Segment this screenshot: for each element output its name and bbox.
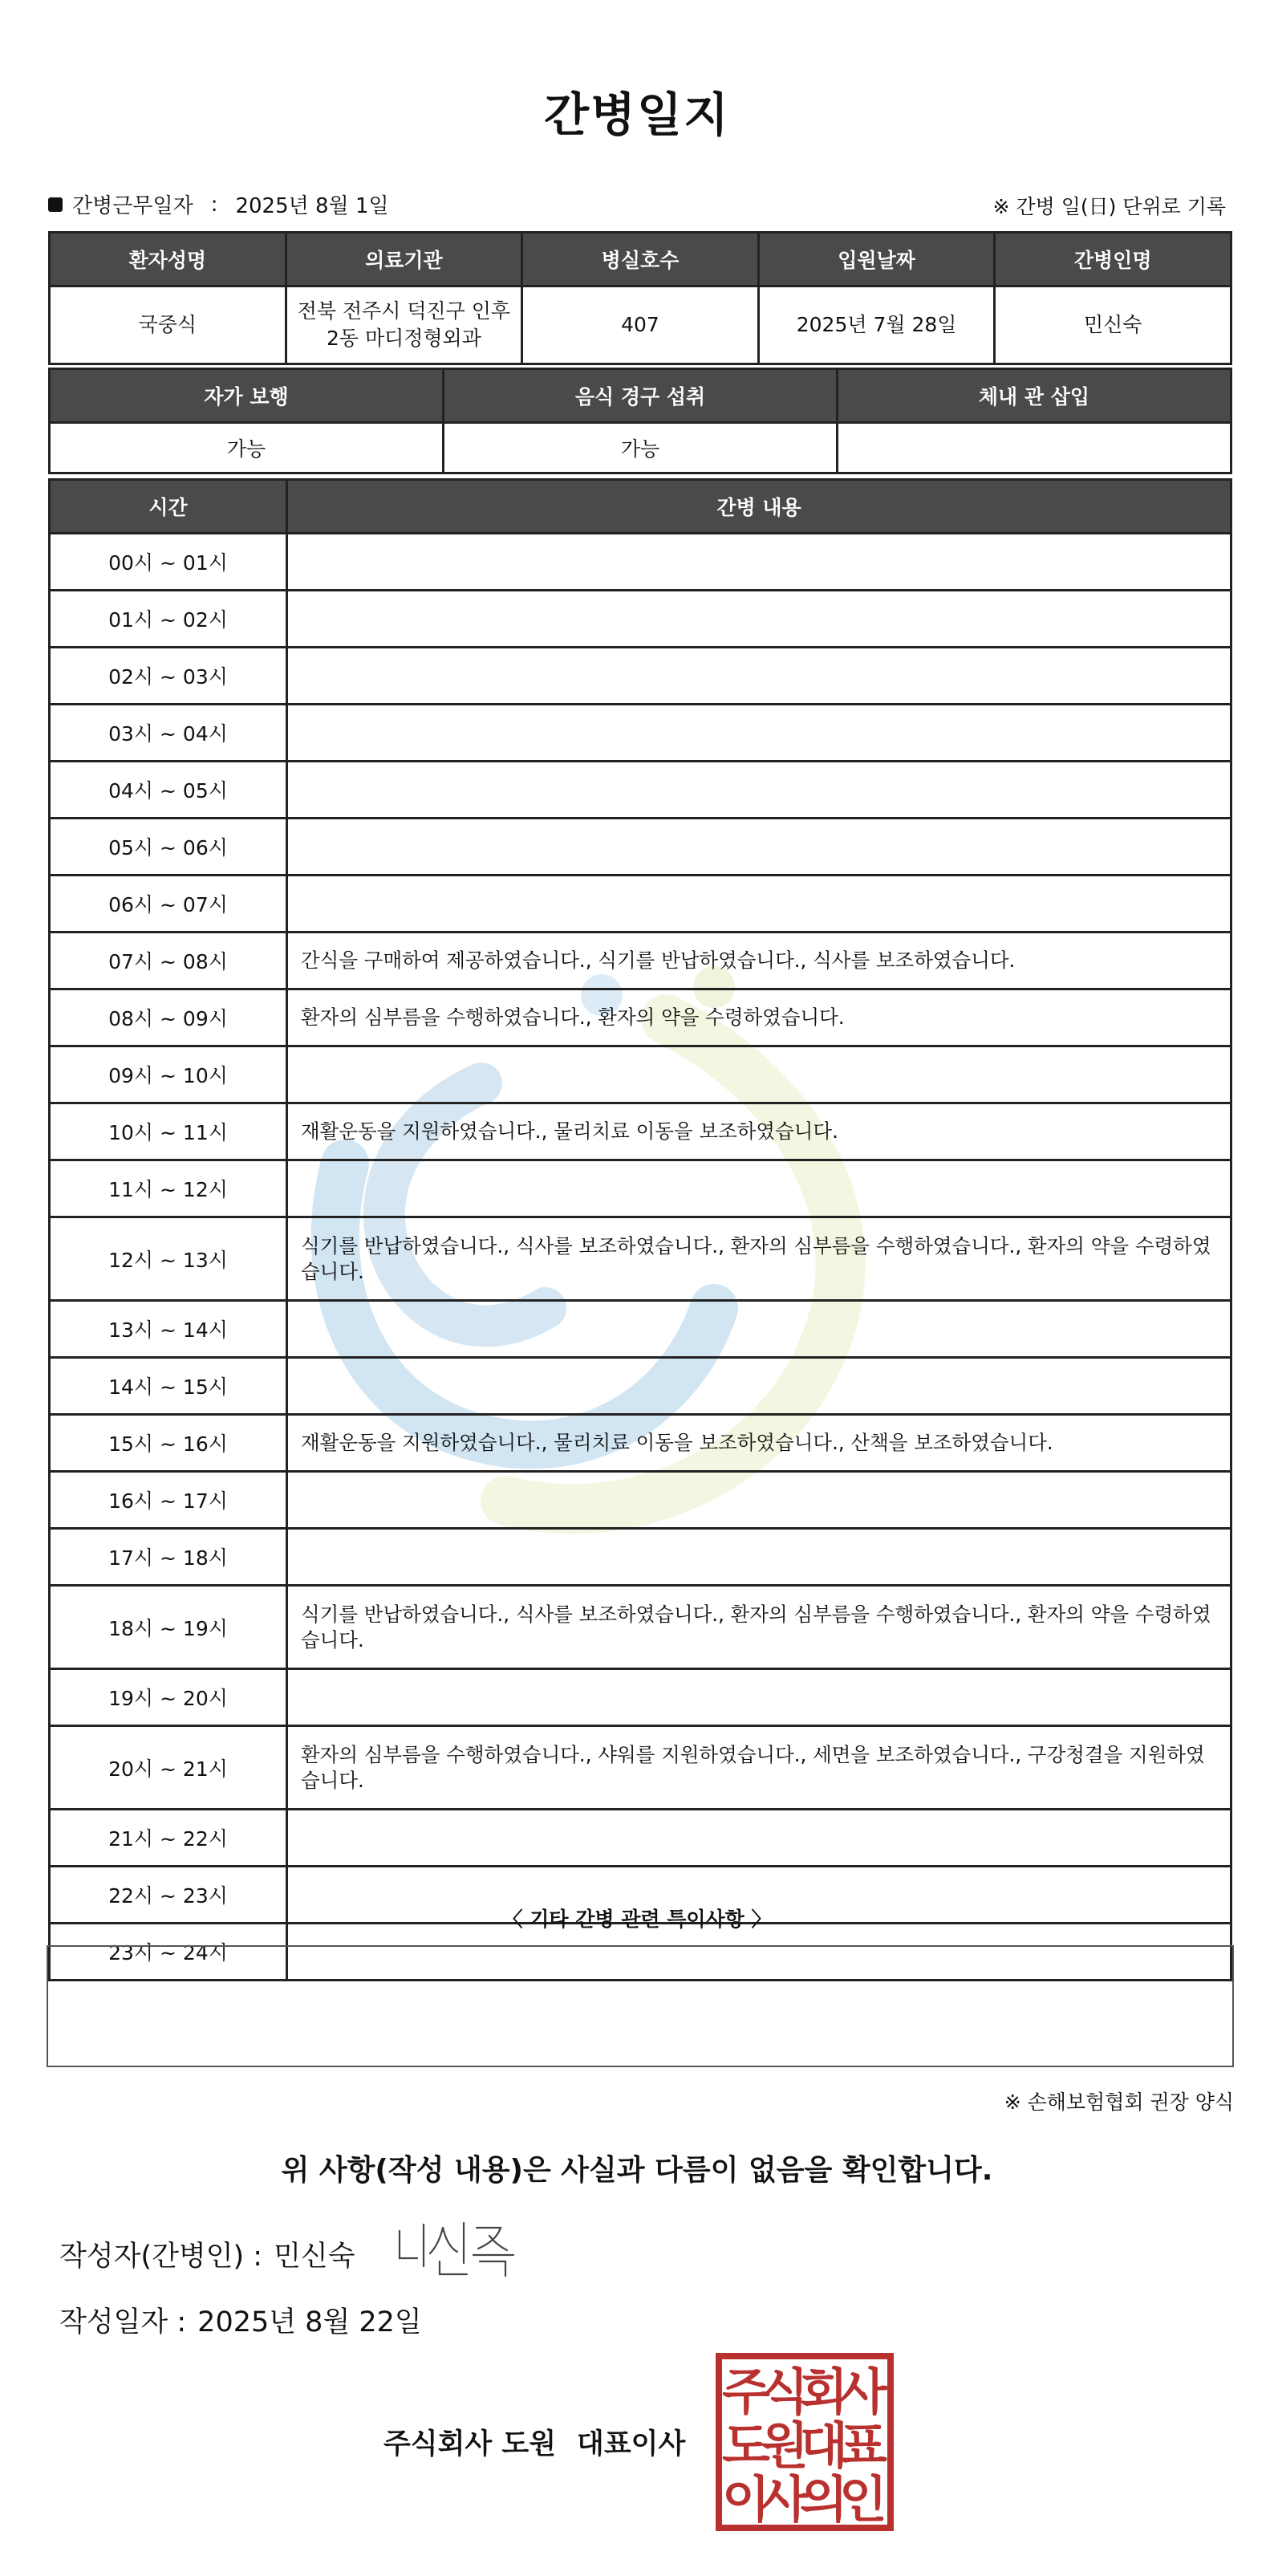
care-time: 07시 ~ 08시 [50,932,287,989]
header-room: 병실호수 [522,233,759,286]
care-row [50,1472,1231,1529]
care-time: 23시 ~ 24시 [50,1924,287,1981]
care-content [287,1810,1231,1867]
care-time: 16시 ~ 17시 [50,1472,287,1529]
writer-name: 민신숙 [274,2241,355,2273]
patient-ability-table [48,368,1232,474]
svg-text:사: 사 [839,2363,887,2421]
document-title: 간병일지 [543,87,731,142]
care-row [50,1586,1231,1669]
tube-insertion-value [838,423,1231,473]
company-name: 주식회사 도원 [383,2428,557,2460]
notes-box [47,1945,1234,2067]
care-time: 00시 ~ 01시 [50,534,287,591]
care-content: 환자의 심부름을 수행하였습니다., 환자의 약을 수령하였습니다. [287,989,1231,1046]
care-row [50,1217,1231,1301]
care-time: 02시 ~ 03시 [50,648,287,705]
care-time: 15시 ~ 16시 [50,1415,287,1472]
care-log-table [48,478,1232,1981]
work-date-value: 2025년 8월 1일 [235,194,389,218]
care-content: 간식을 구매하여 제공하였습니다., 식기를 반납하였습니다., 식사를 보조하였습니다. [287,932,1231,989]
svg-text:표: 표 [839,2416,887,2475]
care-content [287,534,1231,591]
care-row [50,1160,1231,1217]
header-caregiver: 간병인명 [995,233,1231,286]
care-content [287,705,1231,762]
care-time: 19시 ~ 20시 [50,1669,287,1726]
care-content [287,1669,1231,1726]
care-row [50,876,1231,932]
header-self-walking: 자가 보행 [50,369,444,423]
writer-label: 작성자(간병인) : [59,2241,263,2273]
care-content [287,1301,1231,1358]
svg-text:도: 도 [722,2416,770,2475]
care-row [50,1810,1231,1867]
work-date-label: 간병근무일자 [72,194,193,218]
svg-text:의: 의 [800,2470,848,2529]
care-content [287,591,1231,648]
care-content [287,819,1231,876]
care-content [287,1529,1231,1586]
care-row [50,1046,1231,1103]
patient-name-value: 국중식 [50,286,286,364]
svg-text:식: 식 [761,2363,809,2421]
oral-intake-value: 가능 [444,423,838,473]
svg-text:인: 인 [839,2470,887,2529]
care-content [287,1472,1231,1529]
header-care-content: 간병 내용 [287,480,1231,534]
confirmation-statement: 위 사항(작성 내용)은 사실과 다름이 없음을 확인합니다. [281,2154,993,2187]
form-note: ※ 손해보험협회 권장 양식 [1004,2090,1234,2114]
svg-text:대: 대 [800,2416,848,2475]
write-date-label: 작성일자 : [59,2306,187,2338]
notes-title: 〈 기타 간병 관련 특이사항 〉 [502,1908,772,1931]
care-content: 식기를 반납하였습니다., 식사를 보조하였습니다., 환자의 심부름을 수행하였습니다., 환자의 약을 수령하였습니다. [287,1586,1231,1669]
care-content: 식기를 반납하였습니다., 식사를 보조하였습니다., 환자의 심부름을 수행하였습니다., 환자의 약을 수령하였습니다. [287,1217,1231,1301]
care-content [287,1358,1231,1415]
care-time: 11시 ~ 12시 [50,1160,287,1217]
care-time: 13시 ~ 14시 [50,1301,287,1358]
care-time: 01시 ~ 02시 [50,591,287,648]
self-walking-value: 가능 [50,423,444,473]
svg-text:사: 사 [761,2470,809,2529]
care-row [50,1726,1231,1810]
admission-date-value: 2025년 7월 28일 [758,286,995,364]
care-time: 04시 ~ 05시 [50,762,287,819]
write-date-value: 2025년 8월 22일 [197,2306,422,2338]
care-content: 재활운동을 지원하였습니다., 물리치료 이동을 보조하였습니다., 산책을 보조하였습니다. [287,1415,1231,1472]
care-time: 09시 ~ 10시 [50,1046,287,1103]
writer-line [59,2234,355,2274]
care-time: 18시 ~ 19시 [50,1586,287,1669]
care-time: 05시 ~ 06시 [50,819,287,876]
work-date-separator: : [210,192,218,217]
care-row [50,591,1231,648]
care-time: 17시 ~ 18시 [50,1529,287,1586]
company-seal-stamp [714,2351,895,2533]
care-time: 08시 ~ 09시 [50,989,287,1046]
work-date-line [48,189,389,219]
care-row [50,1358,1231,1415]
care-row [50,648,1231,705]
care-row [50,1301,1231,1358]
caregiver-value: 민신숙 [995,286,1231,364]
svg-text:회: 회 [800,2363,848,2421]
care-content [287,876,1231,932]
header-hospital: 의료기관 [286,233,522,286]
care-content: 재활운동을 지원하였습니다., 물리치료 이동을 보조하였습니다. [287,1103,1231,1160]
care-content [287,762,1231,819]
hospital-value: 전북 전주시 덕진구 인후 2동 마디정형외과 [286,286,522,364]
header-patient-name: 환자성명 [50,233,286,286]
header-admission-date: 입원날짜 [758,233,995,286]
care-time: 22시 ~ 23시 [50,1867,287,1924]
care-time: 21시 ~ 22시 [50,1810,287,1867]
care-row [50,1529,1231,1586]
care-row [50,819,1231,876]
care-content [287,1160,1231,1217]
patient-info-table [48,231,1232,365]
care-content [287,1046,1231,1103]
care-time: 06시 ~ 07시 [50,876,287,932]
care-content: 환자의 심부름을 수행하였습니다., 샤워를 지원하였습니다., 세면을 보조하였습니다., 구강청결을 지원하였습니다. [287,1726,1231,1810]
header-time: 시간 [50,480,287,534]
svg-text:원: 원 [761,2416,809,2475]
svg-text:주: 주 [722,2363,770,2421]
care-time: 12시 ~ 13시 [50,1217,287,1301]
company-line [383,2422,685,2462]
care-row [50,762,1231,819]
room-value: 407 [522,286,759,364]
care-row [50,1669,1231,1726]
svg-text:이: 이 [722,2470,770,2529]
care-time: 20시 ~ 21시 [50,1726,287,1810]
unit-note: ※ 간병 일(日) 단위로 기록 [992,195,1226,218]
care-row [50,1103,1231,1160]
square-bullet-icon [48,197,63,212]
care-time: 03시 ~ 04시 [50,705,287,762]
care-row [50,1415,1231,1472]
handwritten-signature [393,2216,529,2281]
care-row [50,932,1231,989]
care-content [287,648,1231,705]
care-row [50,534,1231,591]
write-date-line [59,2300,422,2340]
header-tube-insertion: 체내 관 삽입 [838,369,1231,423]
ceo-label: 대표이사 [577,2428,686,2460]
care-time: 14시 ~ 15시 [50,1358,287,1415]
care-time: 10시 ~ 11시 [50,1103,287,1160]
care-row [50,705,1231,762]
header-oral-intake: 음식 경구 섭취 [444,369,838,423]
care-row [50,989,1231,1046]
